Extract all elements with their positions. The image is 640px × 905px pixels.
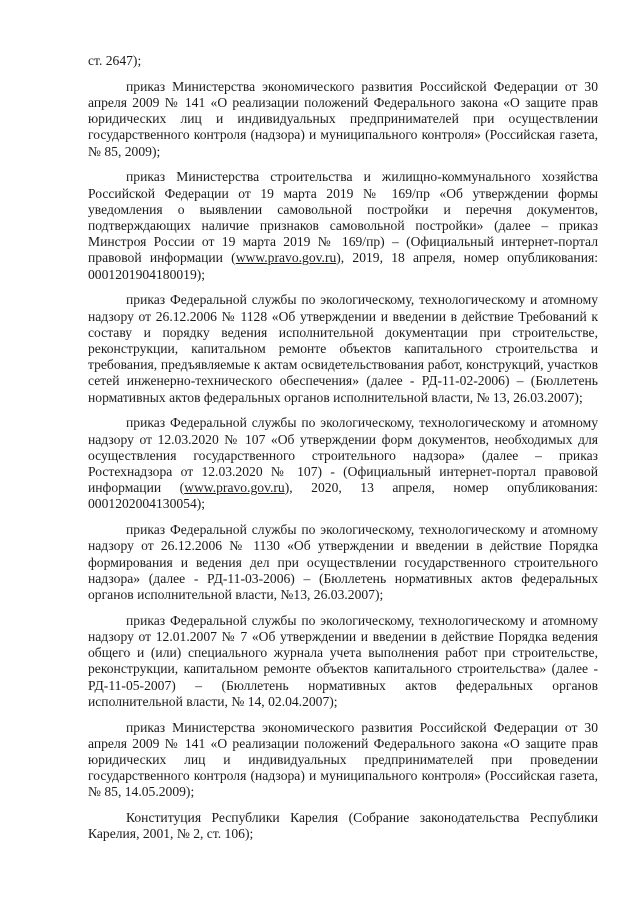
- pravo-gov-link[interactable]: www.pravo.gov.ru: [235, 250, 337, 266]
- paragraph-text: ст. 2647);: [88, 53, 142, 68]
- paragraph-text: приказ Федеральной службы по экологическому, технологическому и атомному надзору от 26.12.2006 № 1130 «Об утверждении и введении в действие Порядка формирования и ведения дел при осуществлении государственного строительного надзора» (далее - РД-11-03-2006) – (Бюллетень нормативных актов федеральных органов исполнительной власти, №13, 26.03.2007);: [88, 522, 598, 603]
- paragraph-order-rostekhnadzor-1128: [88, 292, 598, 405]
- paragraph-continuation: [88, 53, 598, 69]
- paragraph-text: Конституция Республики Карелия (Собрание законодательства Республики Карелия, 2001, № 2, ст. 106);: [88, 810, 598, 842]
- paragraph-order-minekonomrazvitiya-141-repeat: [88, 720, 598, 801]
- paragraph-order-rostekhnadzor-107: [88, 415, 598, 512]
- paragraph-constitution-karelia: [88, 810, 598, 842]
- paragraph-order-rostekhnadzor-1130: [88, 522, 598, 603]
- paragraph-text: приказ Федеральной службы по экологическому, технологическому и атомному надзору от 12.01.2007 № 7 «Об утверждении и введении в действие Порядка ведения общего и (или) специального журнала учета выполнения работ при строительстве, реконструкции, капитальном ремонте объектов капитального строительства» (далее - РД-11-05-2007) – (Бюллетень нормативных актов федеральных органов исполнительной власти, № 14, 02.04.2007);: [88, 612, 598, 709]
- paragraph-text: приказ Министерства строительства и жилищно-коммунального хозяйства Российской Федерации от 19 марта 2019 № 169/пр «Об утверждении формы уведомления о выявлении самовольной постройки и перечня документов, подтверждающих наличие признаков самовольной постройки» (далее – приказ Минстроя России от 19 марта 2019 № 169/пр) – (Официальный интернет-портал правовой информации (: [88, 169, 598, 266]
- paragraph-order-rostekhnadzor-7: [88, 613, 598, 710]
- paragraph-text: ), 2020, 13 апреля, номер опубликования: 0001202004130054);: [88, 480, 598, 512]
- paragraph-order-minekonomrazvitiya-141: [88, 79, 598, 160]
- paragraph-text: приказ Министерства экономического развития Российской Федерации от 30 апреля 2009 № 141 «О реализации положений Федерального закона «О защите прав юридических лиц и индивидуальных предпринимателей при осуществлении государственного контроля (надзора) и муниципального контроля» (Российская газета, № 85, 2009);: [88, 78, 598, 159]
- document-body: [88, 53, 598, 852]
- paragraph-text: приказ Федеральной службы по экологическому, технологическому и атомному надзору от 26.12.2006 № 1128 «Об утверждении и введении в действие Требований к составу и порядку ведения исполнительной документации при строительстве, реконструкции, капитальном ремонте объектов капитального строительства и требования, предъявляемые к актам освидетельствования работ, конструкций, участков сетей инженерно-технического обеспечения» (далее - РД-11-02-2006) – (Бюллетень нормативных актов федеральных органов исполнительной власти, № 13, 26.03.2007);: [88, 292, 598, 405]
- paragraph-order-minstroy-169: [88, 169, 598, 282]
- paragraph-text: приказ Министерства экономического развития Российской Федерации от 30 апреля 2009 № 141 «О реализации положений Федерального закона «О защите прав юридических лиц и индивидуальных предпринимателей при проведении государственного контроля (надзора) и муниципального контроля» (Российская газета, № 85, 14.05.2009);: [88, 719, 598, 800]
- paragraph-text: ), 2019, 18 апреля, номер опубликования: 0001201904180019);: [88, 250, 599, 282]
- paragraph-text: приказ Федеральной службы по экологическому, технологическому и атомному надзору от 12.03.2020 № 107 «Об утверждении форм документов, необходимых для осуществления государственного строительного надзора» (далее – приказ Ростехнадзора от 12.03.2020 № 107) - (Официальный интернет-портал правовой информации (: [88, 415, 598, 496]
- pravo-gov-link[interactable]: www.pravo.gov.ru: [184, 480, 285, 496]
